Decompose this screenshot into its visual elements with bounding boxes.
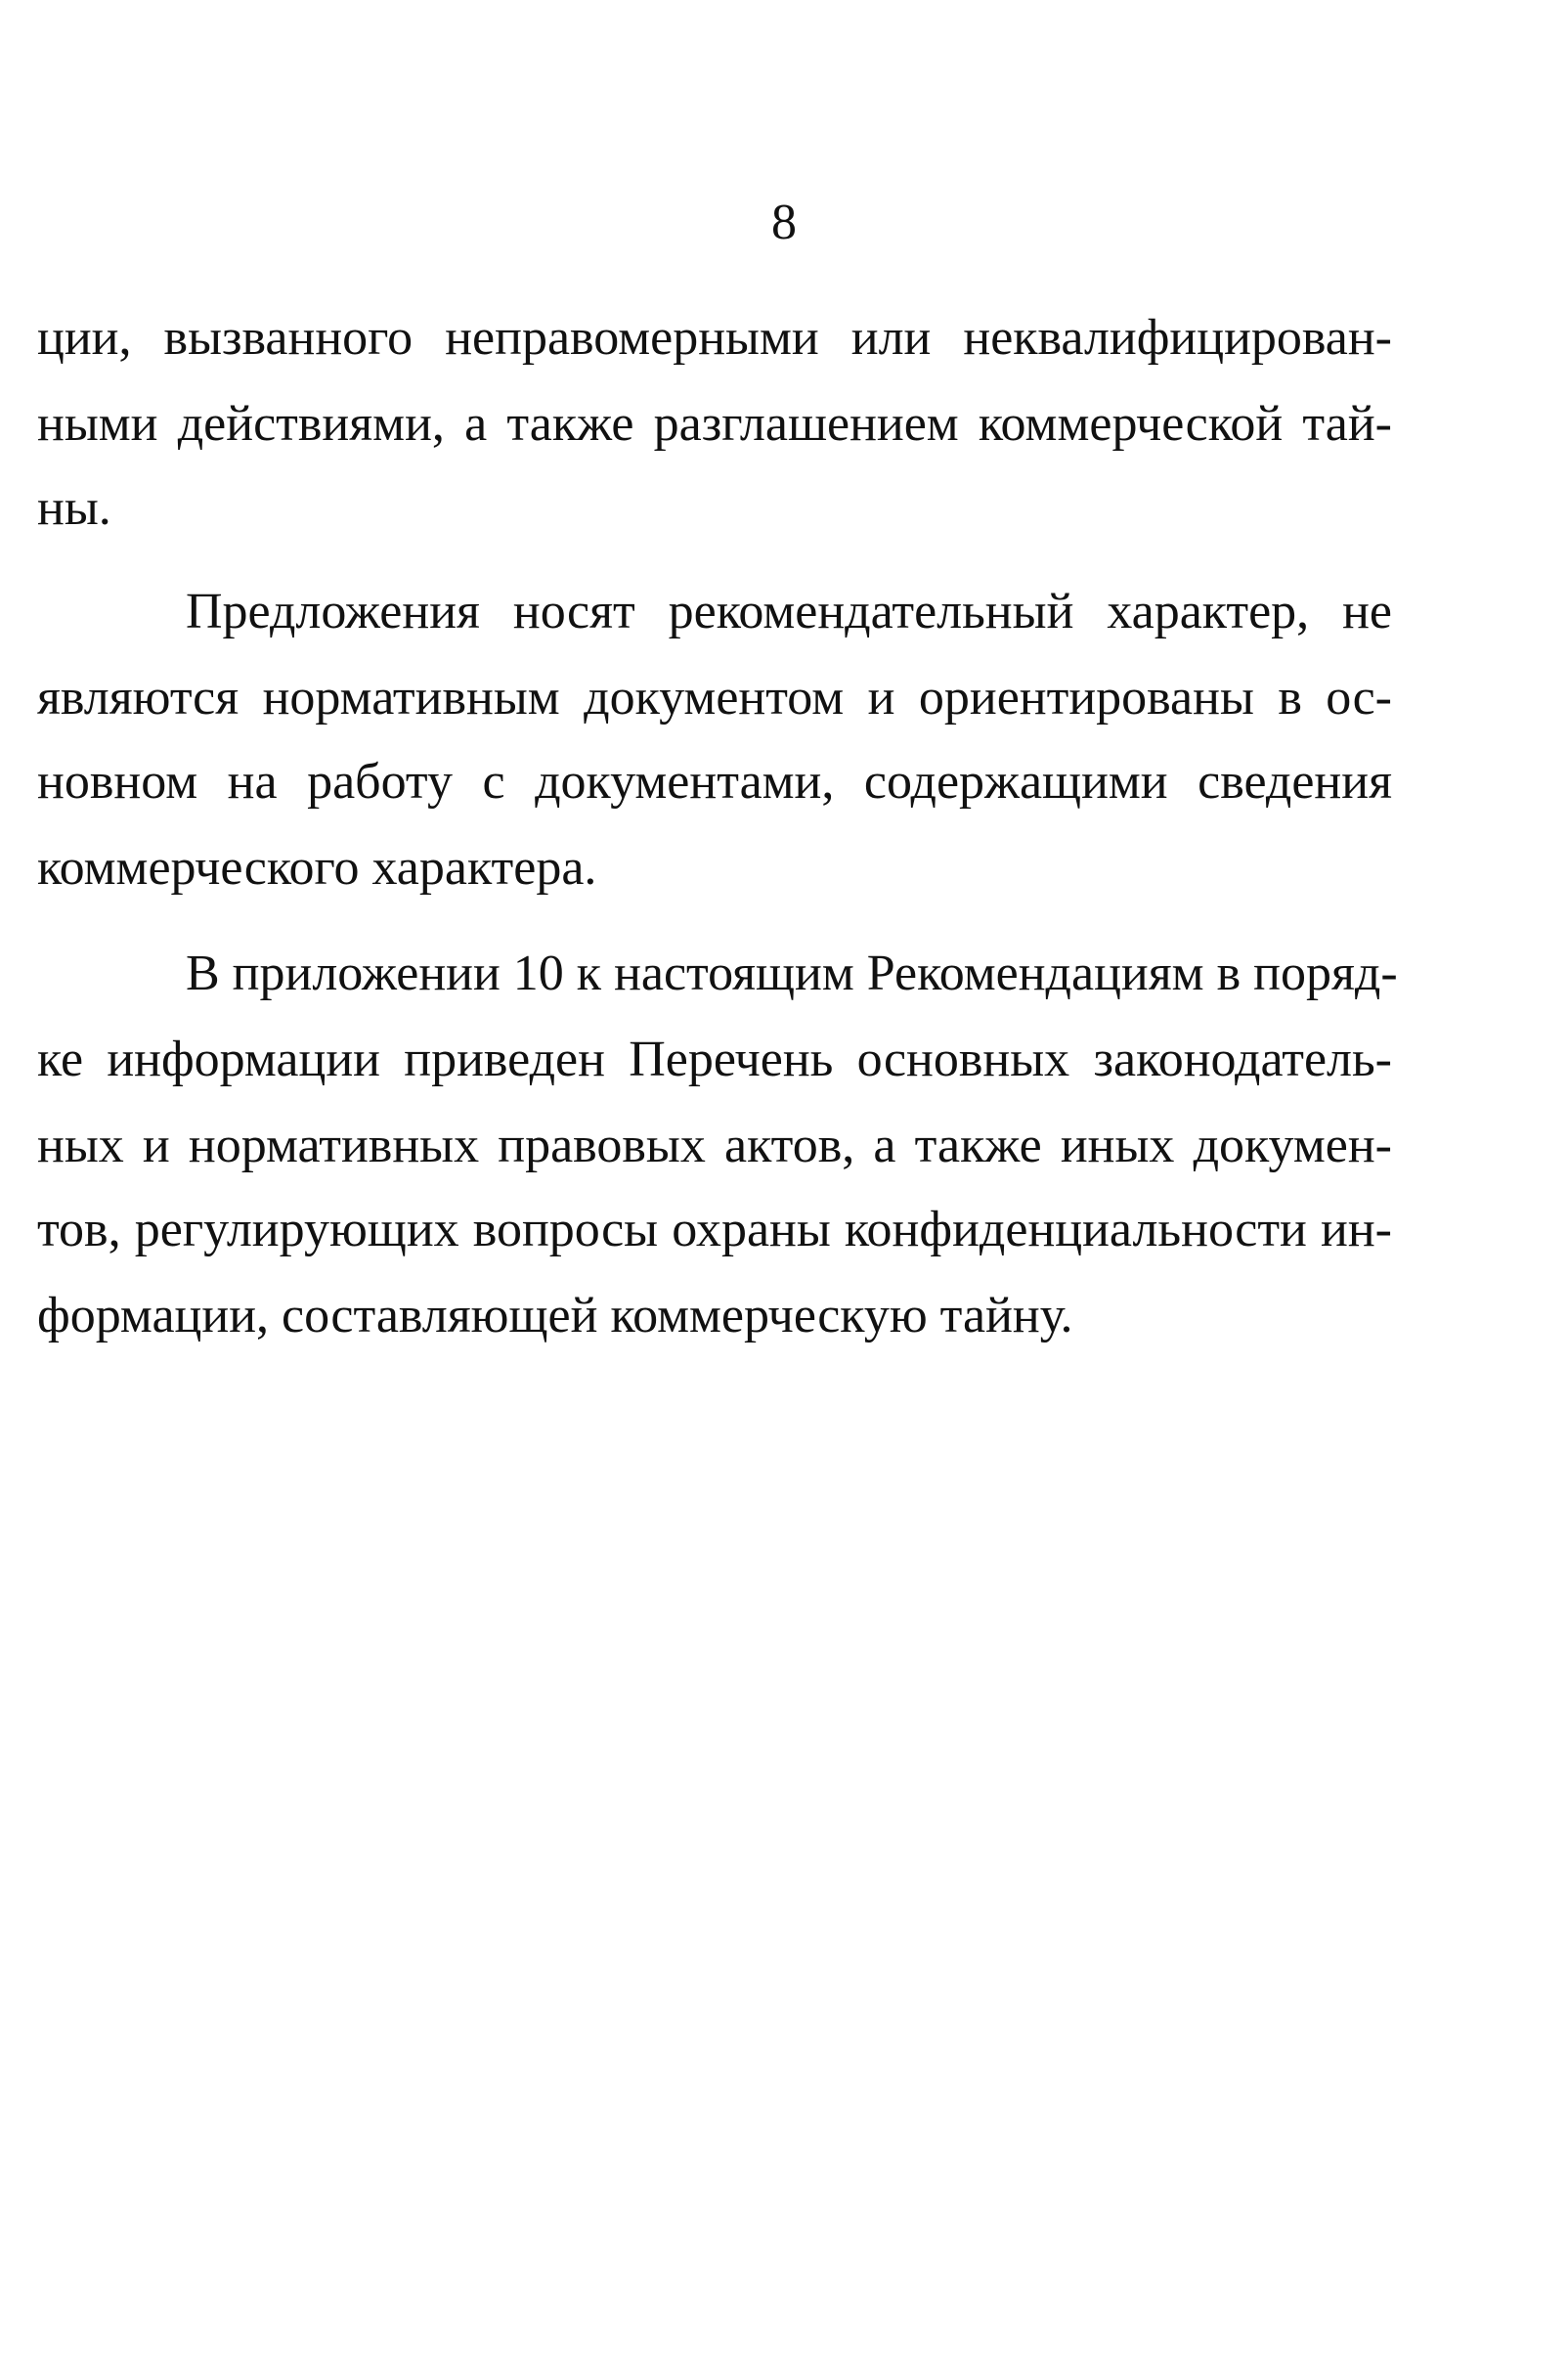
text-line: Предложения носят рекомендательный характер, не [186, 584, 1392, 639]
text-line: В приложении 10 к настоящим Рекомендациям в поряд- [186, 946, 1398, 1001]
text-line: тов, регулирующих вопросы охраны конфиденциальности ин- [37, 1202, 1392, 1257]
text-line: являются нормативным документом и ориентированы в ос- [37, 670, 1392, 726]
text-line: новном на работу с документами, содержащими сведения [37, 754, 1392, 810]
text-line: ны. [37, 480, 111, 536]
text-line: ных и нормативных правовых актов, а также иных докумен- [37, 1118, 1392, 1173]
text-line: ке информации приведен Перечень основных законодатель- [37, 1032, 1392, 1087]
text-line: ции, вызванного неправомерными или неквалифицирован- [37, 310, 1392, 366]
text-line: коммерческого характера. [37, 840, 597, 896]
text-line: формации, составляющей коммерческую тайну. [37, 1288, 1073, 1343]
page-number: 8 [771, 195, 797, 250]
text-line: ными действиями, а также разглашением коммерческой тай- [37, 396, 1392, 452]
